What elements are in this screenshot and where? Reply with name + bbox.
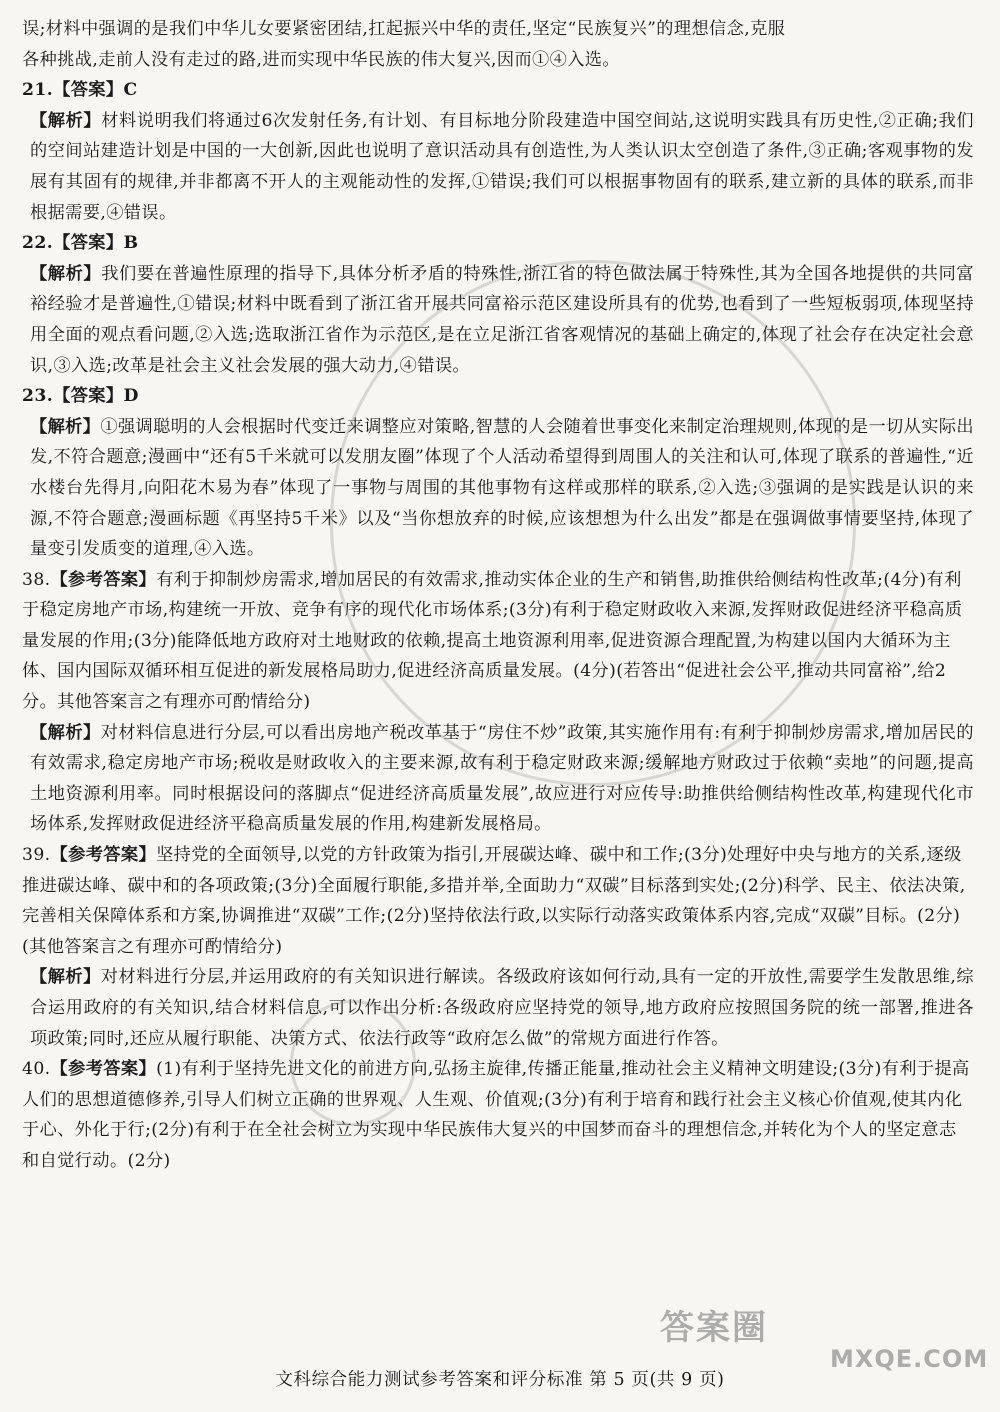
analysis-label: 【解析】 (30, 416, 101, 437)
question-22 (22, 228, 974, 381)
answer-value: B (123, 233, 139, 254)
ref-label: 【参考答案】 (50, 1059, 157, 1080)
question-number: 38. (22, 569, 51, 590)
site-watermark (660, 1300, 988, 1373)
question-number: 40. (22, 1059, 51, 1080)
question-number: 21. (22, 80, 54, 101)
answer-label: 【答案】 (53, 386, 124, 407)
question-number: 23. (22, 386, 54, 407)
answer-line-21 (22, 75, 974, 106)
ref-label: 【参考答案】 (50, 569, 157, 590)
analysis-22 (22, 259, 974, 381)
analysis-text: 对材料进行分层,并运用政府的有关知识进行解读。各级政府该如何行动,具有一定的开放性,需要学生发散思维,综合运用政府的有关知识,结合材料信息,可以作出分析:各级政府应坚持党的领导,地方政府应按照国务院的统一部署,推进各项政策;同时,还应从履行职能、决策方式、依法行政等“政府怎么做”的常规方面进行作答。 (30, 967, 974, 1049)
intro-line-1: 误;材料中强调的是我们中华儿女要紧密团结,扛起振兴中华的责任,坚定“民族复兴”的理想信念,克服 (22, 19, 786, 39)
question-number: 39. (22, 845, 51, 866)
question-40 (22, 1054, 974, 1176)
watermark-logo-text: 答案圈 (660, 1308, 768, 1348)
analysis-label: 【解析】 (30, 722, 101, 743)
watermark-url: MXQE.COM (830, 1345, 989, 1373)
analysis-label: 【解析】 (30, 110, 102, 131)
analysis-38 (22, 718, 974, 840)
answer-line-23 (22, 381, 974, 412)
ref-label: 【参考答案】 (50, 845, 157, 866)
analysis-label: 【解析】 (30, 263, 102, 284)
reference-answer-40 (22, 1054, 974, 1176)
analysis-text: 我们要在普遍性原理的指导下,具体分析矛盾的特殊性,浙江省的特色做法属于特殊性,其为全国各地提供的共同富裕经验才是普遍性,①错误;材料中既看到了浙江省开展共同富裕示范区建设所具有的优势,也看到了一些短板弱项,体现坚持用全面的观点看问题,②入选;选取浙江省作为示范区,是在立足浙江省客观情况的基础上确定的,体现了社会存在决定社会意识,③入选;改革是社会主义社会发展的强大动力,④错误。 (30, 263, 974, 376)
answer-line-22 (22, 228, 974, 259)
question-21 (22, 75, 974, 228)
analysis-39 (22, 962, 974, 1054)
answer-label: 【答案】 (53, 233, 124, 254)
answer-label: 【答案】 (53, 80, 124, 101)
analysis-text: 材料说明我们将通过6次发射任务,有计划、有目标地分阶段建造中国空间站,这说明实践具有历史性,②正确;我们的空间站建造计划是中国的一大创新,因此也说明了意识活动具有创造性,为人类认识太空创造了条件,③正确;客观事物的发展有其固有的规律,并非都离不开人的主观能动性的发挥,①错误;我们可以根据事物固有的联系,建立新的具体的联系,而非根据需要,④错误。 (30, 110, 974, 223)
question-23 (22, 381, 974, 565)
ref-text: 有利于抑制炒房需求,增加居民的有效需求,推动实体企业的生产和销售,助推供给侧结构性改革;(4分)有利于稳定房地产市场,构建统一开放、竞争有序的现代化市场体系;(3分)有利于稳定财政收入来源,发挥财政促进经济平稳高质量发展的作用;(3分)能降低地方政府对土地财政的依赖,提高土地资源利用率,促进资源合理配置,为构建以国内大循环为主体、国内国际双循环相互促进的新发展格局助力,促进经济高质量发展。(4分)(若答出“促进社会公平,推动共同富裕”,给2分。其他答案言之有理亦可酌情给分) (22, 569, 963, 713)
answer-value: D (123, 386, 139, 407)
reference-answer-38 (22, 565, 974, 718)
analysis-21 (22, 106, 974, 228)
page-footer: 文科综合能力测试参考答案和评分标准 第 5 页(共 9 页) (275, 1370, 725, 1390)
ref-text: 坚持党的全面领导,以党的方针政策为指引,开展碳达峰、碳中和工作;(3分)处理好中央与地方的关系,逐级推进碳达峰、碳中和的各项政策;(3分)全面履行职能,多措并举,全面助力“双碳”目标落到实处;(2分)科学、民主、依法决策,完善相关保障体系和方案,协调推进“双碳”工作;(2分)坚持依法行政,以实际行动落实政策体系内容,完成“双碳”目标。(2分)(其他答案言之有理亦可酌情给分) (22, 845, 966, 957)
question-38 (22, 565, 974, 840)
analysis-text: ①强调聪明的人会根据时代变迁来调整应对策略,智慧的人会随着世事变化来制定治理规则,体现的是一切从实际出发,不符合题意;漫画中“还有5千米就可以发朋友圈”体现了个人活动希望得到周围人的关注和认可,体现了联系的普遍性,“近水楼台先得月,向阳花木易为春”体现了一事物与周围的其他事物有这样或那样的联系,②入选;③强调的是实践是认识的来源,不符合题意;漫画标题《再坚持5千米》以及“当你想放弃的时候,应该想想为什么出发”都是在强调做事情要坚持,体现了量变引发质变的道理,④入选。 (30, 416, 974, 560)
analysis-label: 【解析】 (30, 967, 101, 988)
analysis-text: 对材料信息进行分层,可以看出房地产税改革基于“房住不炒”政策,其实施作用有:有利于抑制炒房需求,增加居民的有效需求,稳定房地产市场;税收是财政收入的主要来源,故有利于稳定财政来源;缓解地方财政过于依赖“卖地”的问题,提高土地资源利用率。同时根据设问的落脚点“促进经济高质量发展”,故应进行对应传导:助推供给侧结构性改革,构建现代化市场体系,发挥财政促进经济平稳高质量发展的作用,构建新发展格局。 (30, 722, 974, 835)
intro-line-2: 各种挑战,走前人没有走过的路,进而实现中华民族的伟大复兴,因而①④入选。 (22, 49, 620, 70)
answer-value: C (123, 80, 138, 101)
ref-text: (1)有利于坚持先进文化的前进方向,弘扬主旋律,传播正能量,推动社会主义精神文明建设;(3分)有利于提高人们的思想道德修养,引导人们树立正确的世界观、人生观、价值观;(3分)有利于培育和践行社会主义核心价值观,使其内化于心、外化于行;(2分)有利于在全社会树立为实现中华民族伟大复兴的中国梦而奋斗的理想信念,并转化为个人的坚定意志和自觉行动。(2分) (22, 1059, 970, 1171)
question-number: 22. (22, 233, 54, 254)
reference-answer-39 (22, 840, 974, 962)
question-39 (22, 840, 974, 1054)
document-body (22, 14, 974, 1177)
analysis-23 (22, 412, 974, 565)
